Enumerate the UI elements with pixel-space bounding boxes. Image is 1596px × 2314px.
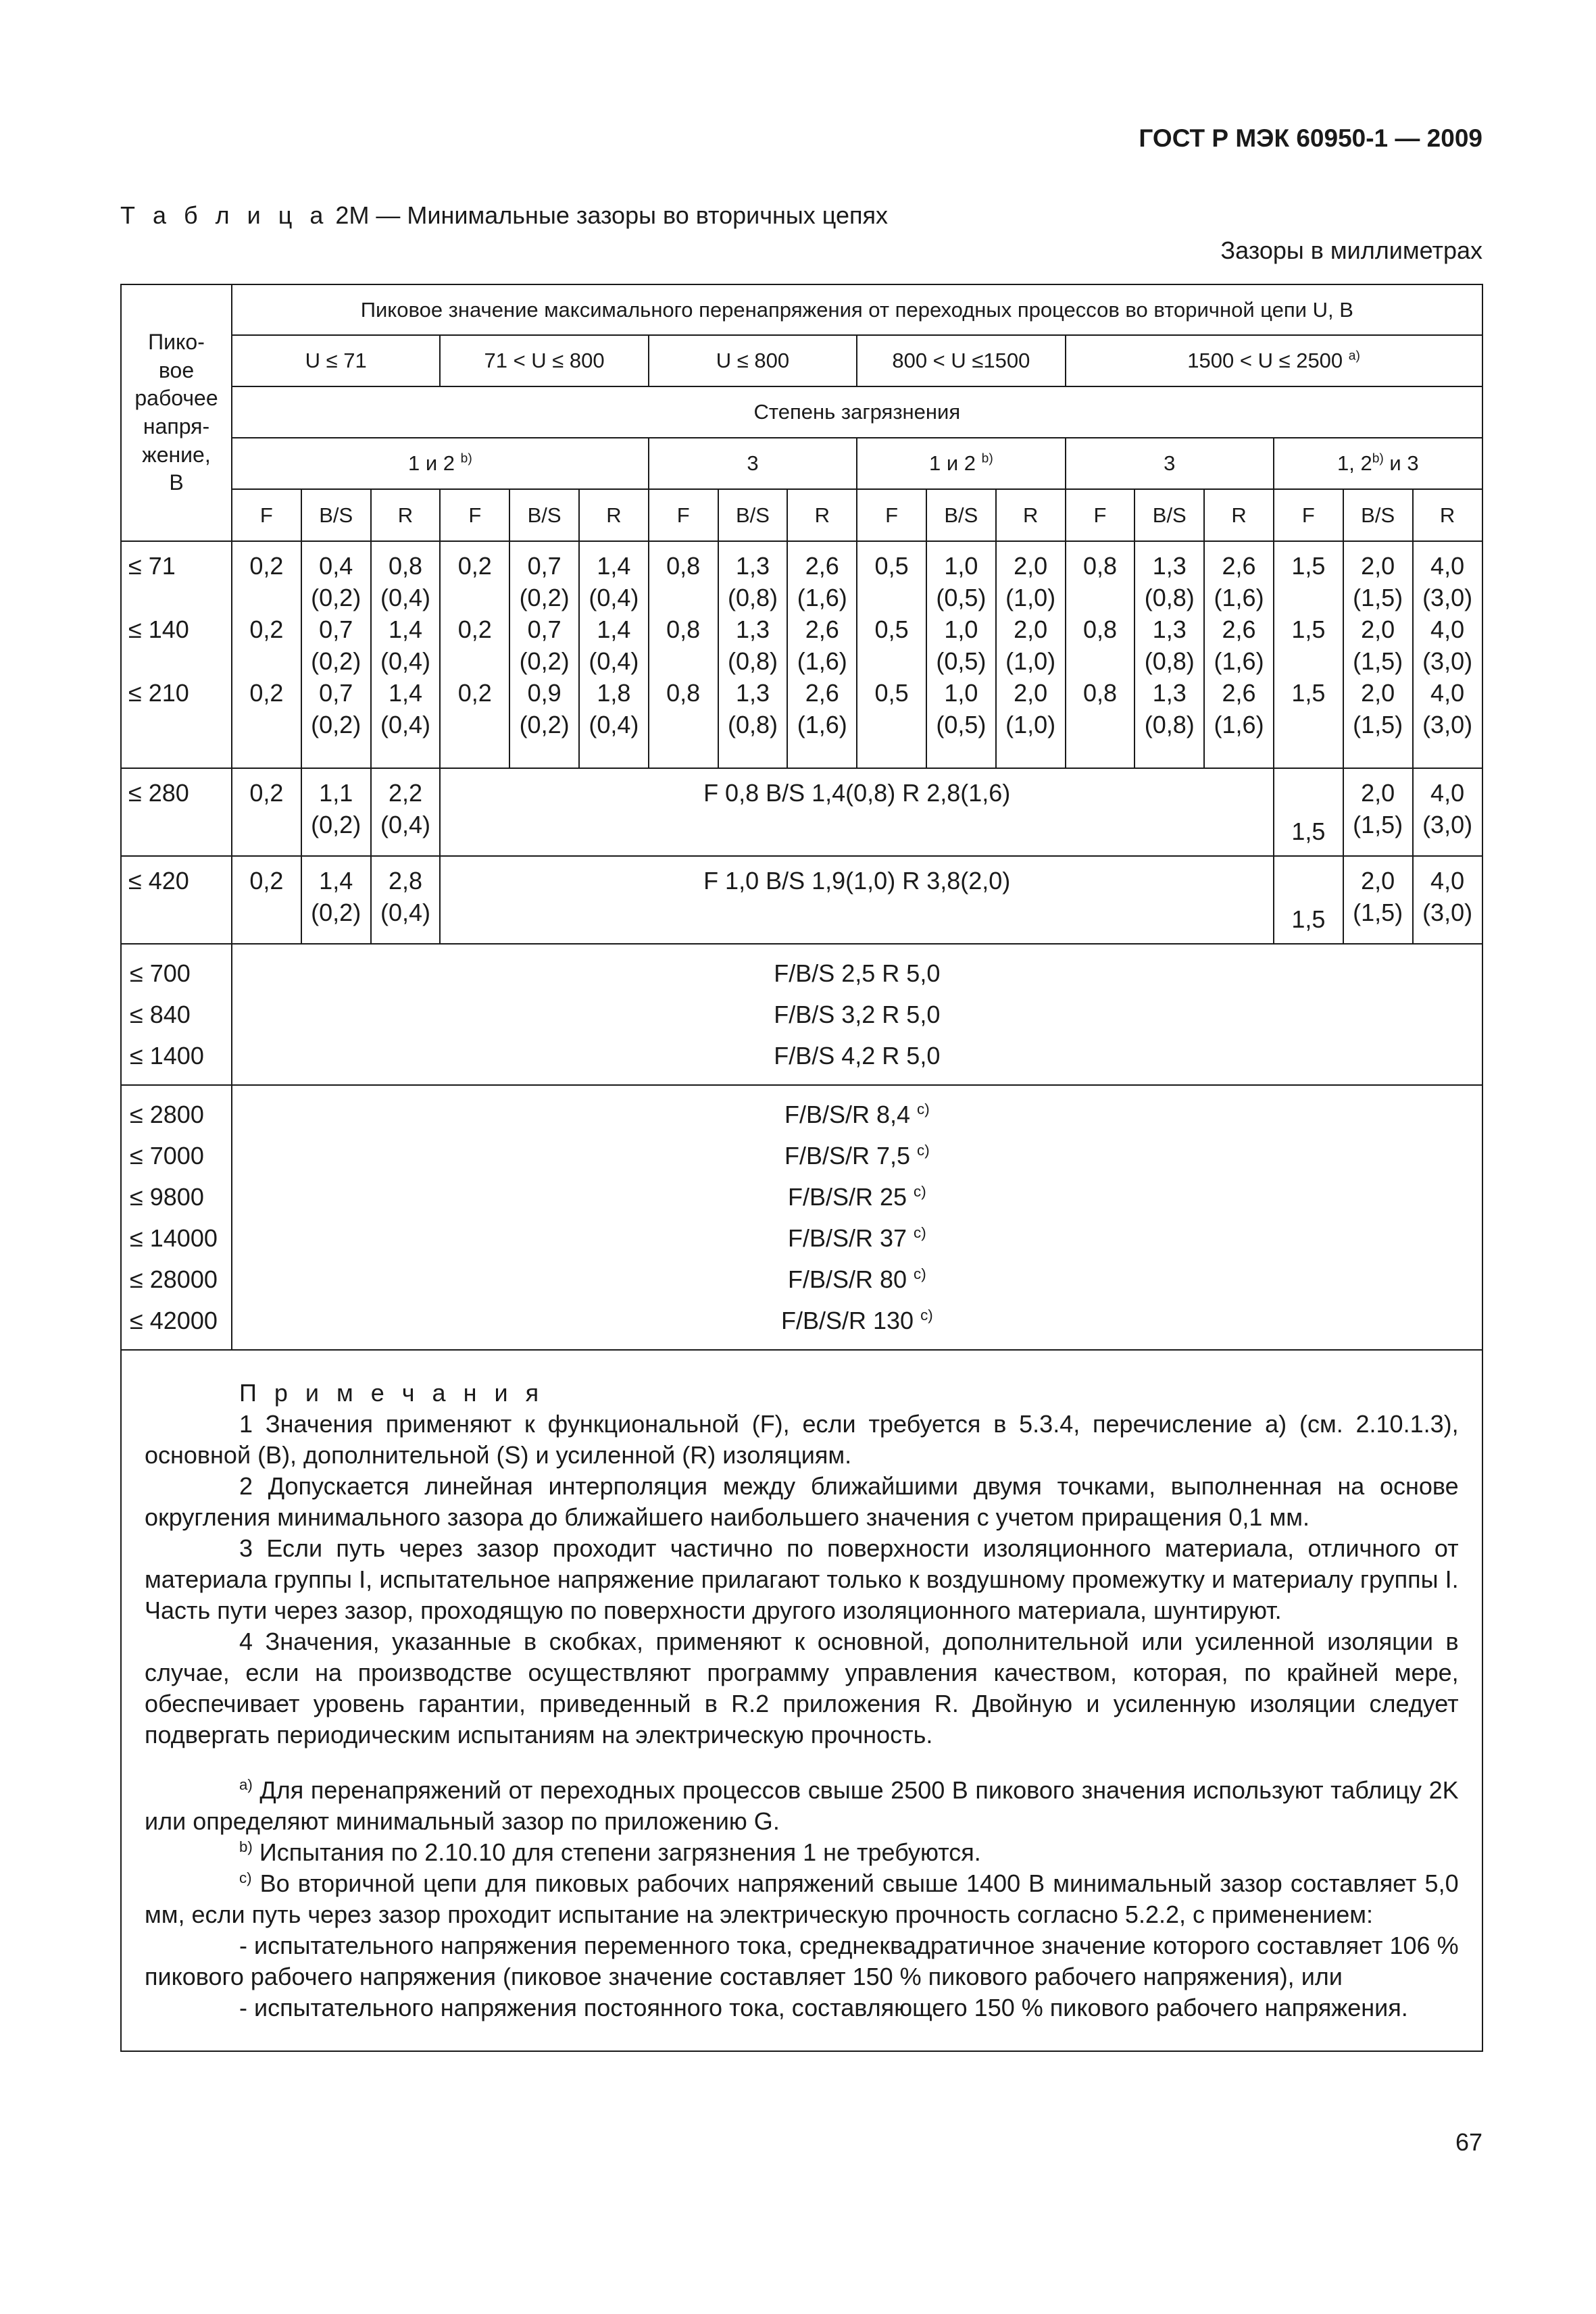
clearance-value: 2,6 (1,6) xyxy=(797,615,847,675)
clearance-value: F/B/S/R 8,4 $^{c)}$ xyxy=(784,1101,930,1128)
voltage-label: ≤ 2800 xyxy=(130,1101,204,1128)
row-280 xyxy=(121,768,1482,856)
value-cell: 2,2 (0,4) xyxy=(371,768,441,856)
voltage-cell: ≤ 71 ≤ 140 ≤ 210 xyxy=(121,541,232,768)
standard-header: ГОСТ Р МЭК 60950-1 — 2009 xyxy=(1139,124,1482,152)
clearance-value: 2,0 (1,5) xyxy=(1353,552,1403,611)
clearance-value: 0,2 xyxy=(457,552,492,580)
insulation-type-header: F xyxy=(440,489,509,541)
value-cell: 4,0 (3,0) xyxy=(1413,856,1482,944)
pollution-title: Степень загрязнения xyxy=(232,386,1482,438)
voltage-group: U ≤ 800 xyxy=(649,335,857,386)
voltage-group: 800 < U ≤1500 xyxy=(857,335,1065,386)
notes-row xyxy=(121,1350,1482,2051)
insulation-row xyxy=(121,489,1482,541)
value-cell xyxy=(1413,541,1482,768)
section1-row xyxy=(121,541,1482,768)
clearance-value: 1,3 (0,8) xyxy=(727,615,778,675)
clearance-value: 1,0 (0,5) xyxy=(936,679,987,738)
footnote: $^{b)}$ Испытания по 2.10.10 для степени загрязнения 1 не требуются. xyxy=(239,1838,981,1866)
insulation-type-header: B/S xyxy=(718,489,788,541)
value-cell xyxy=(857,541,926,768)
clearance-value: 0,5 xyxy=(874,679,909,707)
clearance-value: 2,0 (1,5) xyxy=(1353,679,1403,738)
voltage-label: ≤ 28000 xyxy=(130,1265,218,1293)
table-caption xyxy=(120,201,888,230)
clearance-value: 0,8 xyxy=(1082,679,1117,707)
insulation-type-header: R xyxy=(1413,489,1482,541)
insulation-type-header: B/S xyxy=(509,489,579,541)
insulation-type-header: B/S xyxy=(1134,489,1204,541)
value-cell xyxy=(787,541,857,768)
insulation-type-header: R xyxy=(787,489,857,541)
clearance-value: 2,6 (1,6) xyxy=(1214,552,1264,611)
insulation-type-header: B/S xyxy=(301,489,371,541)
clearance-value: 0,5 xyxy=(874,615,909,643)
pollution-row xyxy=(121,438,1482,489)
voltage-cell: ≤ 420 xyxy=(121,856,232,944)
insulation-type-header: R xyxy=(579,489,649,541)
clearance-value: 2,0 (1,0) xyxy=(1005,615,1056,675)
value-cell: 2,0 (1,5) xyxy=(1343,856,1413,944)
clearance-value: 1,3 (0,8) xyxy=(1144,615,1195,675)
clearance-value: 0,4 (0,2) xyxy=(311,552,361,611)
voltage-label: ≤ 7000 xyxy=(130,1142,204,1169)
value-cell xyxy=(509,541,579,768)
clearance-value: 1,3 (0,8) xyxy=(1144,679,1195,738)
voltage-group: 71 < U ≤ 800 xyxy=(440,335,648,386)
clearance-value: 1,4 (0,4) xyxy=(589,552,639,611)
clearance-value: 2,0 (1,5) xyxy=(1353,615,1403,675)
row-420 xyxy=(121,856,1482,944)
insulation-type-header: F xyxy=(1274,489,1343,541)
voltage-label: ≤ 9800 xyxy=(130,1183,204,1211)
clearance-value: 0,2 xyxy=(457,615,492,643)
clearance-value: 1,5 xyxy=(1291,552,1326,580)
voltage-group-row xyxy=(121,335,1482,386)
clearance-value: 0,2 xyxy=(457,679,492,707)
note-item: 3 Если путь через зазор проходит частично по поверхности изоляционного материала, отличного от материала группы I, испытательное напряжение прилагают только к воздушному промежутку и материалу группы I. Часть пути через зазор, проходящую по поверхности другого изоляционного материала, шунтируют. xyxy=(145,1534,1459,1624)
value-cell: 1,1 (0,2) xyxy=(301,768,371,856)
merged-value xyxy=(232,1085,1482,1350)
value-cell xyxy=(926,541,996,768)
value-cell xyxy=(996,541,1066,768)
value-cell xyxy=(579,541,649,768)
clearance-value: F/B/S/R 37 $^{c)}$ xyxy=(787,1224,926,1252)
insulation-type-header: R xyxy=(996,489,1066,541)
insulation-type-header: F xyxy=(857,489,926,541)
clearance-value: 1,4 (0,4) xyxy=(589,615,639,675)
pollution-degree: 1, 2$^{b)}$ и 3 xyxy=(1274,438,1482,489)
insulation-type-header: F xyxy=(232,489,301,541)
caption-label: Т а б л и ц а xyxy=(120,201,329,229)
clearance-value: 1,4 (0,4) xyxy=(380,679,430,738)
value-cell xyxy=(1134,541,1204,768)
insulation-type-header: R xyxy=(1204,489,1274,541)
footnote-bullet: - испытательного напряжения переменного тока, среднеквадратичное значение которого составляет 106 % пикового рабочего напряжения (пиковое значение составляет 150 % пикового рабочего напряжения), или xyxy=(145,1932,1459,1990)
notes-section xyxy=(121,1350,1482,2051)
clearance-value: 0,2 xyxy=(249,679,284,707)
clearance-value: 2,0 (1,0) xyxy=(1005,679,1056,738)
clearance-value: 4,0 (3,0) xyxy=(1422,679,1473,738)
merged-value: F 0,8 B/S 1,4(0,8) R 2,8(1,6) xyxy=(440,768,1274,856)
footnote-mark: a) xyxy=(1348,349,1360,363)
clearance-value: 0,8 xyxy=(666,679,701,707)
clearance-table xyxy=(120,284,1483,2052)
value-cell: 4,0 (3,0) xyxy=(1413,768,1482,856)
clearance-value: 2,6 (1,6) xyxy=(1214,615,1264,675)
footnote-bullet: - испытательного напряжения постоянного тока, составляющего 150 % пикового рабочего напряжения. xyxy=(239,1994,1408,2021)
voltage-cell: ≤ 280 xyxy=(121,768,232,856)
voltage-group: 1500 < U ≤ 2500 $^{a)}$ xyxy=(1066,335,1482,386)
value-cell xyxy=(1343,541,1413,768)
clearance-value: 1,5 xyxy=(1291,615,1326,643)
note-item: 4 Значения, указанные в скобках, применяют к основной, дополнительной или усиленной изоляции в случае, если на производстве осуществляют программу управления качеством, которая, по крайней мере, обеспечивает уровень гарантии, приведенный в R.2 приложения R. Двойную и усиленную изоляции следует подвергать периодическим испытаниям на электрическую прочность. xyxy=(145,1628,1459,1749)
pollution-degree: 1 и 2 $^{b)}$ xyxy=(857,438,1065,489)
clearance-value: 0,8 (0,4) xyxy=(380,552,430,611)
note-item: 2 Допускается линейная интерполяция между ближайшими двумя точками, выполненная на основе округления минимального зазора до ближайшего наибольшего значения с учетом приращения 0,1 мм. xyxy=(145,1472,1459,1531)
clearance-value: 0,2 xyxy=(249,615,284,643)
value-cell: 1,5 xyxy=(1274,768,1343,856)
value-cell xyxy=(649,541,718,768)
clearance-value: F/B/S/R 7,5 $^{c)}$ xyxy=(784,1142,930,1169)
clearance-value: 0,7 (0,2) xyxy=(311,615,361,675)
clearance-value: 0,7 (0,2) xyxy=(519,552,570,611)
caption-text: 2M — Минимальные зазоры во вторичных цепях xyxy=(335,201,889,229)
clearance-value: F/B/S/R 80 $^{c)}$ xyxy=(787,1265,926,1293)
merged-value: F/B/S 2,5 R 5,0 F/B/S 3,2 R 5,0 F/B/S 4,2 R 5,0 xyxy=(232,944,1482,1085)
value-cell: 0,2 xyxy=(232,768,301,856)
pollution-degree: 3 xyxy=(649,438,857,489)
value-cell: 1,4 (0,2) xyxy=(301,856,371,944)
clearance-value: 0,5 xyxy=(874,552,909,580)
voltage-group: U ≤ 71 xyxy=(232,335,440,386)
clearance-value: 2,6 (1,6) xyxy=(1214,679,1264,738)
row-header: Пико- вое рабочее напря- жение, В xyxy=(121,284,232,541)
pollution-degree: 1 и 2 $^{b)}$ xyxy=(232,438,649,489)
insulation-type-header: B/S xyxy=(1343,489,1413,541)
clearance-value: 1,3 (0,8) xyxy=(727,552,778,611)
clearance-value: 2,0 (1,0) xyxy=(1005,552,1056,611)
value-cell xyxy=(371,541,441,768)
value-cell xyxy=(1204,541,1274,768)
value-cell: 2,0 (1,5) xyxy=(1343,768,1413,856)
clearance-value: 0,8 xyxy=(1082,552,1117,580)
clearance-value: 1,8 (0,4) xyxy=(589,679,639,738)
group3-row xyxy=(121,944,1482,1085)
insulation-type-header: B/S xyxy=(926,489,996,541)
value-cell xyxy=(440,541,509,768)
insulation-type-header: F xyxy=(649,489,718,541)
clearance-value: 2,6 (1,6) xyxy=(797,552,847,611)
page-number: 67 xyxy=(1455,2128,1482,2156)
value-cell xyxy=(301,541,371,768)
voltage-label: ≤ 14000 xyxy=(130,1224,218,1252)
voltage-cell: ≤ 700 ≤ 840 ≤ 1400 xyxy=(121,944,232,1085)
clearance-value: 0,8 xyxy=(666,615,701,643)
pollution-degree: 3 xyxy=(1066,438,1274,489)
clearance-value: 1,5 xyxy=(1291,679,1326,707)
merged-value: F 1,0 B/S 1,9(1,0) R 3,8(2,0) xyxy=(440,856,1274,944)
voltage-label: ≤ 42000 xyxy=(130,1307,218,1334)
footnote: $^{c)}$ Во вторичной цепи для пиковых рабочих напряжений свыше 1400 В минимальный зазор составляет 5,0 мм, если путь через зазор проходит испытание на электрическую прочность согласно 5.2.2, с применением: xyxy=(145,1869,1459,1928)
units-note: Зазоры в миллиметрах xyxy=(1220,236,1482,264)
voltage-cell xyxy=(121,1085,232,1350)
clearance-value: 4,0 (3,0) xyxy=(1422,615,1473,675)
clearance-value: 1,4 (0,4) xyxy=(380,615,430,675)
value-cell xyxy=(718,541,788,768)
clearance-value: 1,3 (0,8) xyxy=(1144,552,1195,611)
value-cell: 1,5 xyxy=(1274,856,1343,944)
value-cell xyxy=(1274,541,1343,768)
note-item: 1 Значения применяют к функциональной (F), если требуется в 5.3.4, перечисление а) (см. 2.10.1.3), основной (B), дополнительной (S) и усиленной (R) изоляциям. xyxy=(145,1410,1459,1469)
notes-title: П р и м е ч а н и я xyxy=(239,1379,545,1407)
clearance-value: 2,6 (1,6) xyxy=(797,679,847,738)
clearance-value: 1,0 (0,5) xyxy=(936,552,987,611)
clearance-value: 0,8 xyxy=(666,552,701,580)
peak-title: Пиковое значение максимального перенапряжения от переходных процессов во вторичной цепи U, В xyxy=(232,284,1482,335)
value-cell: 2,8 (0,4) xyxy=(371,856,441,944)
clearance-value: 0,2 xyxy=(249,552,284,580)
clearance-value: 4,0 (3,0) xyxy=(1422,552,1473,611)
clearance-value: 0,7 (0,2) xyxy=(311,679,361,738)
clearance-value: F/B/S/R 25 $^{c)}$ xyxy=(787,1183,926,1211)
insulation-type-header: F xyxy=(1066,489,1135,541)
clearance-value: F/B/S/R 130 $^{c)}$ xyxy=(780,1307,933,1334)
clearance-value: 0,8 xyxy=(1082,615,1117,643)
clearance-value: 0,7 (0,2) xyxy=(519,615,570,675)
footnote: $^{a)}$ Для перенапряжений от переходных процессов свыше 2500 В пикового значения используют таблицу 2K или определяют минимальный зазор по приложению G. xyxy=(145,1776,1459,1835)
value-cell: 0,2 xyxy=(232,856,301,944)
clearance-value: 1,3 (0,8) xyxy=(727,679,778,738)
clearance-value: 0,9 (0,2) xyxy=(519,679,570,738)
clearance-value: 1,0 (0,5) xyxy=(936,615,987,675)
insulation-type-header: R xyxy=(371,489,441,541)
group4-row xyxy=(121,1085,1482,1350)
value-cell xyxy=(1066,541,1135,768)
value-cell xyxy=(232,541,301,768)
